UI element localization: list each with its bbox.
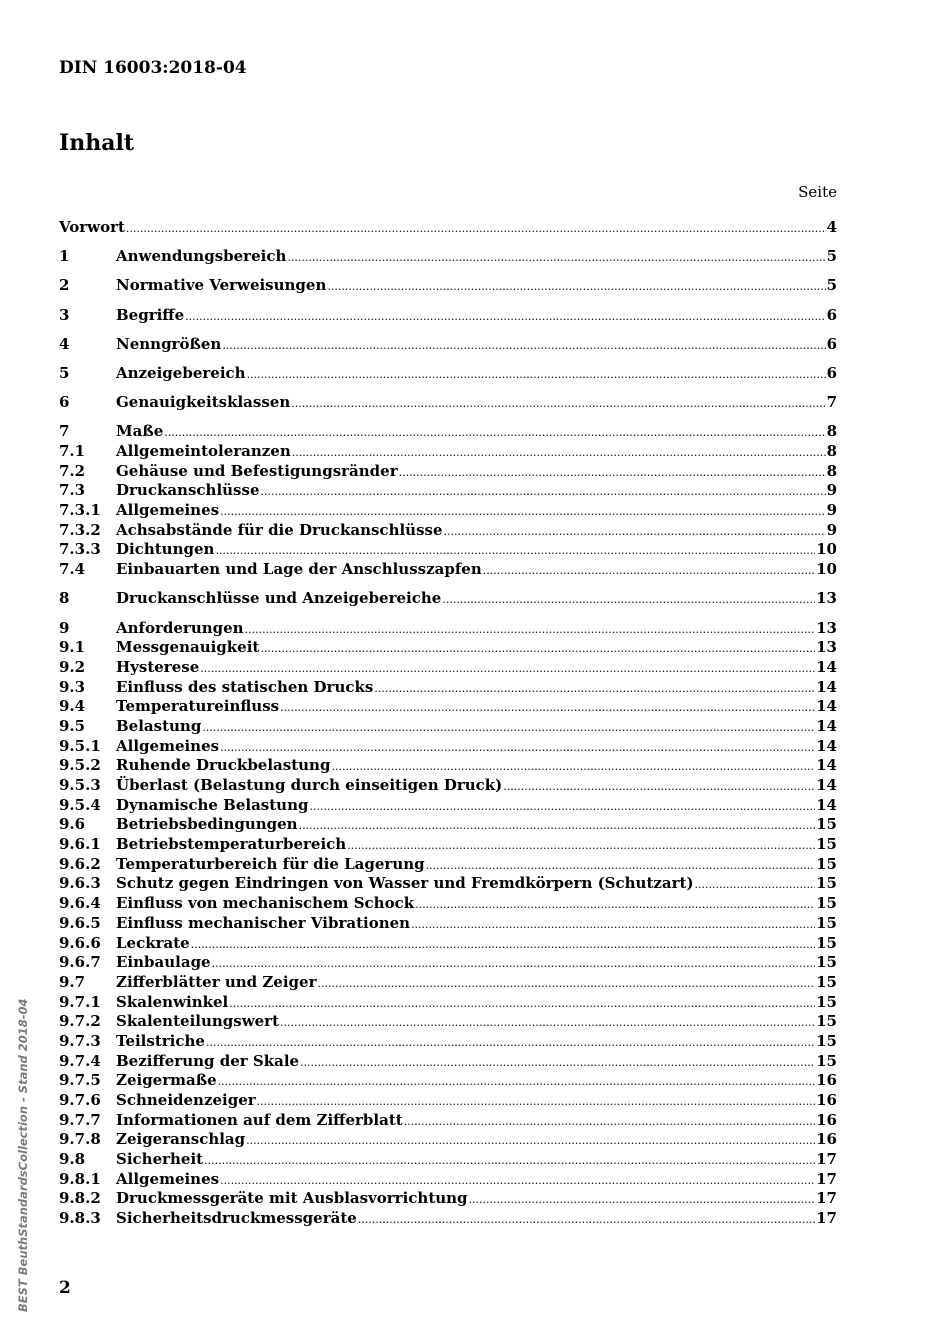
toc-entry-page: 5 <box>826 247 837 266</box>
toc-leader-dots <box>220 1171 815 1191</box>
toc-entry-number: 9.6.5 <box>59 913 101 932</box>
toc-leader-dots <box>358 1210 815 1230</box>
toc-entry-number: 9.7.6 <box>59 1091 101 1109</box>
toc-entry-number: 9.5.3 <box>59 776 101 794</box>
toc-entry[interactable] <box>59 855 837 875</box>
toc-entry-page: 13 <box>816 638 837 657</box>
toc-entry-title: Messgenauigkeit <box>116 638 260 657</box>
toc-entry-page: 15 <box>816 874 837 893</box>
toc-entry-title: Zifferblätter und Zeiger <box>116 972 317 991</box>
toc-entry-page: 15 <box>816 1031 837 1050</box>
toc-leader-dots <box>222 336 825 356</box>
toc-entry-page: 4 <box>826 218 837 236</box>
toc-entry-number: 7.4 <box>59 560 86 579</box>
toc-entry-page: 7 <box>826 393 837 412</box>
toc-leader-dots <box>399 463 826 483</box>
toc-entry-number: 9.6.3 <box>59 874 101 893</box>
toc-entry-page: 15 <box>816 835 837 854</box>
toc-entry-title: Dynamische Belastung <box>116 795 309 814</box>
toc-entry-number: 7.1 <box>59 442 86 460</box>
toc-entry[interactable] <box>59 658 837 678</box>
toc-entry-number: 9.7.2 <box>59 1012 101 1031</box>
toc-entry-page: 14 <box>816 756 837 775</box>
toc-leader-dots <box>246 1131 815 1151</box>
toc-entry-page: 5 <box>826 276 837 295</box>
toc-entry-title: Allgemeines <box>116 736 220 755</box>
toc-entry-page: 14 <box>816 697 837 716</box>
toc-leader-dots <box>347 836 815 856</box>
watermark: BEST BeuthStandardsCollection - Stand 2018-04 <box>16 998 30 1312</box>
toc-leader-dots <box>444 522 826 542</box>
toc-leader-dots <box>299 816 816 836</box>
toc-title: Inhalt <box>59 130 135 156</box>
toc-entry-page: 8 <box>826 442 837 460</box>
toc-entry-page: 8 <box>826 422 837 441</box>
toc-entry-number: 2 <box>59 276 70 295</box>
toc-entry[interactable] <box>59 560 837 580</box>
toc-entry[interactable] <box>59 1111 837 1131</box>
toc-entry-number: 6 <box>59 393 70 412</box>
page-number: 2 <box>59 1278 71 1298</box>
toc-leader-dots <box>415 895 815 915</box>
toc-entry-number: 9.1 <box>59 638 86 657</box>
toc-leader-dots <box>426 856 816 876</box>
toc-entry-page: 13 <box>816 589 837 608</box>
toc-leader-dots <box>469 1190 816 1210</box>
toc-entry[interactable] <box>59 717 837 737</box>
toc-entry-title: Allgemeines <box>116 1169 220 1188</box>
toc-leader-dots <box>287 248 825 268</box>
toc-entry[interactable] <box>59 737 837 757</box>
toc-entry[interactable] <box>59 393 837 413</box>
toc-entry-title: Überlast (Belastung durch einseitigen Druck) <box>116 776 503 794</box>
toc-entry-number: 9.8.3 <box>59 1209 101 1228</box>
toc-entry[interactable] <box>59 697 837 717</box>
toc-entry-number: 8 <box>59 589 70 608</box>
toc-entry-page: 10 <box>816 540 837 559</box>
toc-entry-title: Anforderungen <box>116 618 244 637</box>
toc-entry-title: Genauigkeitsklassen <box>116 393 291 412</box>
toc-entry[interactable] <box>59 776 837 796</box>
toc-entry-number: 7.3.1 <box>59 501 101 520</box>
toc-leader-dots <box>185 307 825 327</box>
toc-entry-number: 9.7.3 <box>59 1031 101 1050</box>
table-of-contents <box>59 218 837 1229</box>
toc-entry-number: 9.5 <box>59 716 86 735</box>
toc-leader-dots <box>247 365 826 385</box>
toc-leader-dots <box>280 698 815 718</box>
toc-leader-dots <box>212 954 816 974</box>
toc-entry-page: 6 <box>826 305 837 324</box>
document-id: DIN 16003:2018-04 <box>59 58 247 78</box>
toc-leader-dots <box>411 915 815 935</box>
toc-leader-dots <box>245 620 816 640</box>
toc-entry-title: Dichtungen <box>116 540 215 559</box>
toc-entry[interactable] <box>59 1071 837 1091</box>
toc-entry-number: 9 <box>59 618 70 637</box>
toc-leader-dots <box>503 777 815 797</box>
toc-entry-number: 9.6 <box>59 815 86 834</box>
toc-entry-title: Teilstriche <box>116 1031 205 1050</box>
toc-entry-page: 14 <box>816 736 837 755</box>
toc-entry[interactable] <box>59 540 837 560</box>
toc-entry[interactable] <box>59 218 837 238</box>
toc-entry-title: Bezifferung der Skale <box>116 1051 300 1070</box>
toc-entry-page: 14 <box>816 776 837 794</box>
toc-leader-dots <box>327 277 825 297</box>
toc-entry-page: 15 <box>816 854 837 873</box>
toc-entry-page: 6 <box>826 334 837 353</box>
toc-entry[interactable] <box>59 914 837 934</box>
toc-entry-title: Skalenteilungswert <box>116 1012 279 1031</box>
toc-entry-title: Belastung <box>116 716 202 735</box>
toc-entry[interactable] <box>59 1170 837 1190</box>
toc-entry-number: 9.8.1 <box>59 1169 101 1188</box>
toc-entry-title: Schutz gegen Eindringen von Wasser und Fremdkörpern (Schutzart) <box>116 874 694 893</box>
toc-leader-dots <box>260 639 815 659</box>
toc-entry-number: 7.2 <box>59 461 86 480</box>
toc-entry-title: Druckanschlüsse <box>116 481 260 500</box>
toc-entry[interactable] <box>59 1209 837 1229</box>
toc-leader-dots <box>215 541 815 561</box>
toc-entry[interactable] <box>59 1130 837 1150</box>
toc-leader-dots <box>126 219 826 239</box>
toc-leader-dots <box>404 1112 815 1132</box>
toc-entry-title: Betriebsbedingungen <box>116 815 298 834</box>
toc-entry-title: Temperaturbereich für die Lagerung <box>116 854 425 873</box>
toc-entry[interactable] <box>59 973 837 993</box>
toc-entry[interactable] <box>59 442 837 462</box>
toc-entry-number: 9.6.2 <box>59 854 101 873</box>
toc-entry-page: 17 <box>816 1209 837 1228</box>
toc-leader-dots <box>220 738 815 758</box>
toc-entry-page: 9 <box>826 501 837 520</box>
toc-entry[interactable] <box>59 934 837 954</box>
toc-leader-dots <box>257 1092 815 1112</box>
toc-entry-title: Leckrate <box>116 933 190 952</box>
toc-entry-page: 15 <box>816 933 837 952</box>
toc-entry[interactable] <box>59 276 837 296</box>
toc-entry[interactable] <box>59 835 837 855</box>
toc-leader-dots <box>291 394 825 414</box>
toc-entry-title: Anzeigebereich <box>116 363 246 382</box>
toc-entry-page: 15 <box>816 894 837 913</box>
toc-entry-number: 1 <box>59 247 70 266</box>
toc-entry-title: Anwendungsbereich <box>116 247 287 266</box>
toc-entry[interactable] <box>59 619 837 639</box>
toc-entry-title: Nenngrößen <box>116 334 222 353</box>
toc-entry-title: Skalenwinkel <box>116 992 229 1011</box>
toc-entry-number: 9.7 <box>59 972 86 991</box>
toc-entry[interactable] <box>59 815 837 835</box>
toc-entry-page: 9 <box>826 481 837 500</box>
toc-entry-title: Druckanschlüsse und Anzeigebereiche <box>116 589 442 608</box>
toc-entry-title: Hysterese <box>116 657 200 676</box>
toc-leader-dots <box>202 718 815 738</box>
toc-entry[interactable] <box>59 1189 837 1209</box>
toc-entry-page: 15 <box>816 1051 837 1070</box>
toc-entry[interactable] <box>59 589 837 609</box>
toc-entry-number: 9.7.7 <box>59 1110 101 1129</box>
toc-entry-number: 9.5.1 <box>59 736 101 755</box>
toc-leader-dots <box>300 1053 815 1073</box>
toc-entry-page: 10 <box>816 560 837 579</box>
toc-entry[interactable] <box>59 422 837 442</box>
toc-entry-page: 6 <box>826 363 837 382</box>
toc-entry[interactable] <box>59 1032 837 1052</box>
toc-entry-title: Begriffe <box>116 305 185 324</box>
toc-entry[interactable] <box>59 874 837 894</box>
toc-entry-page: 16 <box>816 1110 837 1129</box>
toc-entry[interactable] <box>59 306 837 326</box>
toc-leader-dots <box>280 1013 815 1033</box>
toc-entry-page: 15 <box>816 913 837 932</box>
toc-entry-number: 9.6.7 <box>59 953 101 972</box>
toc-entry-page: 16 <box>816 1071 837 1090</box>
toc-entry[interactable] <box>59 993 837 1013</box>
toc-entry-number: 9.7.5 <box>59 1071 101 1090</box>
toc-entry[interactable] <box>59 953 837 973</box>
page-column-label: Seite <box>798 183 837 201</box>
toc-entry-title: Achsabstände für die Druckanschlüsse <box>116 520 443 539</box>
toc-entry-number: 9.5.2 <box>59 756 101 775</box>
toc-entry-page: 15 <box>816 1012 837 1031</box>
toc-entry-page: 14 <box>816 716 837 735</box>
toc-entry-number: 7.3 <box>59 481 86 500</box>
toc-entry-page: 9 <box>826 520 837 539</box>
toc-entry-title: Normative Verweisungen <box>116 276 327 295</box>
toc-entry-page: 16 <box>816 1130 837 1149</box>
toc-entry-title: Schneidenzeiger <box>116 1091 256 1109</box>
toc-leader-dots <box>309 797 815 817</box>
toc-entry[interactable] <box>59 756 837 776</box>
toc-entry-page: 15 <box>816 972 837 991</box>
toc-leader-dots <box>292 443 826 463</box>
toc-entry-title: Druckmessgeräte mit Ausblasvorrichtung <box>116 1189 468 1208</box>
toc-entry[interactable] <box>59 335 837 355</box>
toc-entry-number: 9.6.6 <box>59 933 101 952</box>
toc-entry-number: 9.6.1 <box>59 835 101 854</box>
toc-entry[interactable] <box>59 678 837 698</box>
toc-entry-page: 17 <box>816 1150 837 1169</box>
toc-leader-dots <box>204 1151 815 1171</box>
toc-entry-title: Zeigeranschlag <box>116 1130 246 1149</box>
toc-entry-title: Einfluss von mechanischem Schock <box>116 894 415 913</box>
toc-entry-title: Maße <box>116 422 164 441</box>
toc-entry-number: 9.7.8 <box>59 1130 101 1149</box>
toc-entry-number: 9.6.4 <box>59 894 101 913</box>
toc-entry[interactable] <box>59 1012 837 1032</box>
toc-entry-page: 15 <box>816 953 837 972</box>
toc-entry-number: 7 <box>59 422 70 441</box>
toc-entry-number: 3 <box>59 305 70 324</box>
toc-entry-number: 9.3 <box>59 677 86 696</box>
toc-entry-title: Einfluss des statischen Drucks <box>116 677 374 696</box>
toc-leader-dots <box>374 679 815 699</box>
toc-entry[interactable] <box>59 638 837 658</box>
toc-entry-number: 9.4 <box>59 697 86 716</box>
toc-leader-dots <box>261 482 826 502</box>
toc-leader-dots <box>200 659 815 679</box>
toc-leader-dots <box>191 935 815 955</box>
toc-entry-title: Zeigermaße <box>116 1071 217 1090</box>
toc-entry-number: 9.2 <box>59 657 86 676</box>
toc-entry-number: 9.7.1 <box>59 992 101 1011</box>
toc-entry-page: 14 <box>816 795 837 814</box>
toc-entry-page: 17 <box>816 1189 837 1208</box>
toc-leader-dots <box>483 561 815 581</box>
toc-entry-number: 5 <box>59 363 70 382</box>
toc-leader-dots <box>331 757 815 777</box>
toc-entry-title: Gehäuse und Befestigungsränder <box>116 461 398 480</box>
toc-entry-number: 9.8 <box>59 1150 86 1169</box>
toc-entry[interactable] <box>59 1150 837 1170</box>
toc-entry-title: Vorwort <box>59 218 125 236</box>
toc-entry-title: Informationen auf dem Zifferblatt <box>116 1110 403 1129</box>
toc-entry[interactable] <box>59 247 837 267</box>
toc-entry[interactable] <box>59 521 837 541</box>
toc-entry-page: 16 <box>816 1091 837 1109</box>
toc-entry-number: 9.5.4 <box>59 795 101 814</box>
toc-leader-dots <box>218 1072 815 1092</box>
toc-entry-title: Allgemeines <box>116 501 220 520</box>
toc-entry-title: Ruhende Druckbelastung <box>116 756 331 775</box>
toc-entry[interactable] <box>59 364 837 384</box>
toc-entry-page: 14 <box>816 677 837 696</box>
toc-entry[interactable] <box>59 462 837 482</box>
toc-leader-dots <box>442 590 815 610</box>
toc-entry[interactable] <box>59 1052 837 1072</box>
toc-entry-page: 15 <box>816 992 837 1011</box>
toc-entry-title: Sicherheitsdruckmessgeräte <box>116 1209 357 1228</box>
toc-entry[interactable] <box>59 796 837 816</box>
toc-entry-page: 13 <box>816 618 837 637</box>
toc-entry[interactable] <box>59 1091 837 1111</box>
toc-entry[interactable] <box>59 481 837 501</box>
toc-entry-title: Einfluss mechanischer Vibrationen <box>116 913 411 932</box>
toc-entry-number: 7.3.3 <box>59 540 101 559</box>
toc-leader-dots <box>318 974 816 994</box>
toc-entry-page: 14 <box>816 657 837 676</box>
toc-leader-dots <box>229 994 815 1014</box>
toc-leader-dots <box>164 423 825 443</box>
toc-leader-dots <box>206 1033 815 1053</box>
toc-entry-page: 8 <box>826 461 837 480</box>
toc-entry-title: Sicherheit <box>116 1150 204 1169</box>
toc-entry-title: Einbauarten und Lage der Anschlusszapfen <box>116 560 482 579</box>
toc-entry-number: 9.8.2 <box>59 1189 101 1208</box>
toc-entry-number: 4 <box>59 334 70 353</box>
toc-entry-number: 9.7.4 <box>59 1051 101 1070</box>
toc-entry[interactable] <box>59 894 837 914</box>
toc-entry-title: Betriebstemperaturbereich <box>116 835 347 854</box>
toc-entry-title: Einbaulage <box>116 953 211 972</box>
toc-entry-title: Allgemeintoleranzen <box>116 442 291 460</box>
toc-entry[interactable] <box>59 501 837 521</box>
toc-leader-dots <box>220 502 825 522</box>
toc-entry-page: 15 <box>816 815 837 834</box>
toc-entry-title: Temperatureinfluss <box>116 697 280 716</box>
toc-entry-page: 17 <box>816 1169 837 1188</box>
toc-leader-dots <box>695 875 816 895</box>
toc-entry-number: 7.3.2 <box>59 520 101 539</box>
